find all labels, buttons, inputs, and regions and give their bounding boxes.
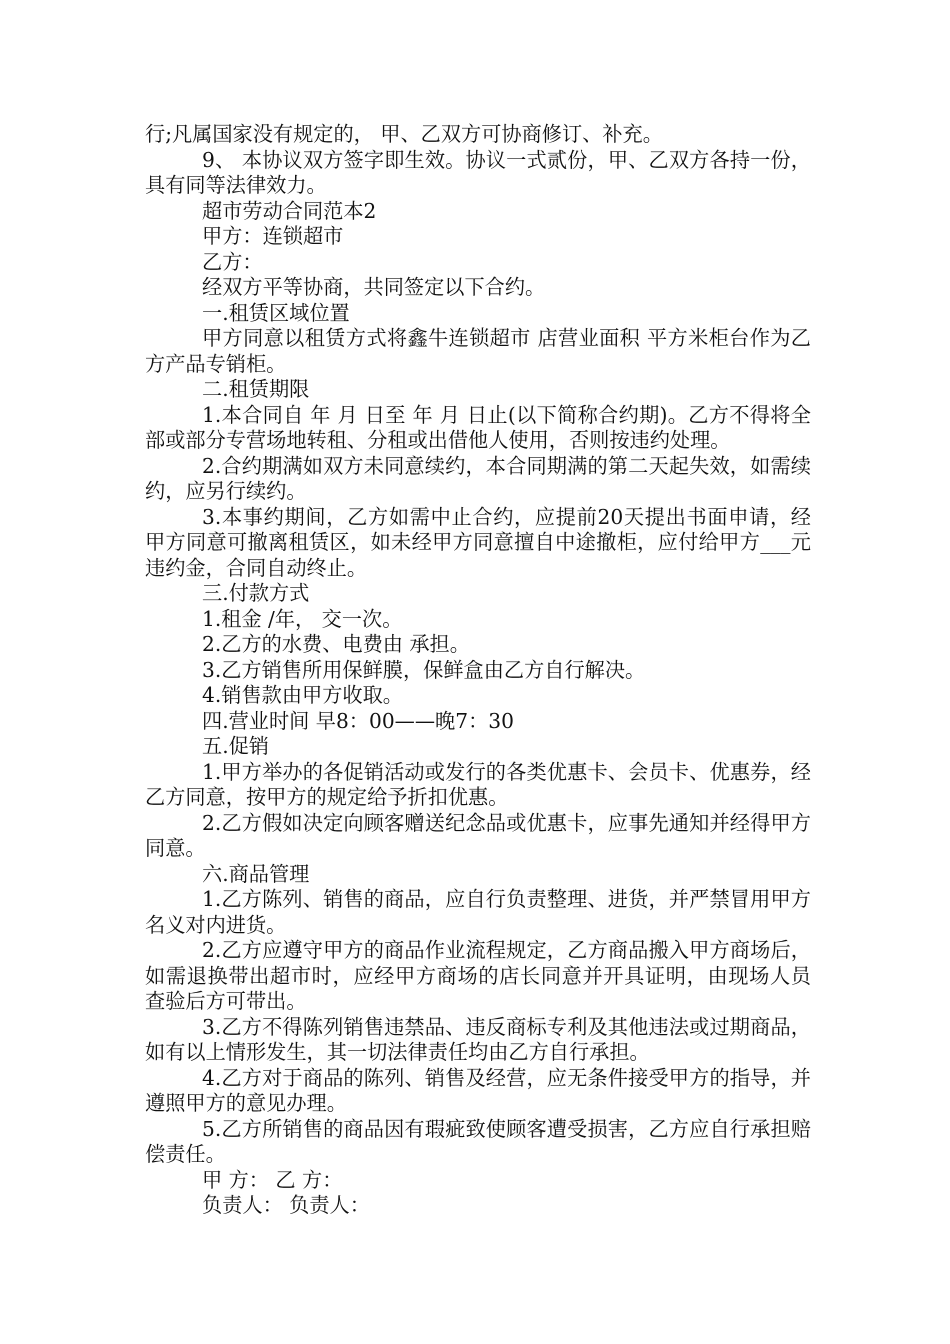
clause-goods-2: 2.乙方应遵守甲方的商品作业流程规定，乙方商品搬入甲方商场后，如需退换带出超市时，应经甲方商场的店长同意并开具证明，由现场人员查验后方可带出。 — [145, 938, 811, 1013]
clause-goods-4: 4.乙方对于商品的陈列、销售及经营，应无条件接受甲方的指导，并遵照甲方的意见办理。 — [145, 1065, 811, 1115]
party-b-line: 乙方： — [202, 249, 263, 274]
section-heading-goods: 六.商品管理 — [202, 861, 310, 886]
paragraph-intro: 经双方平等协商，共同签定以下合约。 — [202, 275, 546, 299]
paragraph-location: 甲方同意以租赁方式将鑫牛连锁超市 店营业面积 平方米柜台作为乙方产品专销柜。 — [145, 326, 811, 376]
signature-representatives: 负责人： 负责人： — [202, 1193, 370, 1217]
paragraph-effectiveness: 9、 本协议双方签字即生效。协议一式贰份，甲、乙双方各持一份，具有同等法律效力。 — [145, 147, 811, 197]
clause-payment-4: 4.销售款由甲方收取。 — [202, 683, 403, 707]
clause-term-2: 2.合约期满如双方未同意续约，本合同期满的第二天起失效，如需续约，应另行续约。 — [145, 453, 811, 503]
section-heading-payment: 三.付款方式 — [202, 581, 310, 605]
clause-payment-3: 3.乙方销售所用保鲜膜，保鲜盒由乙方自行解决。 — [202, 657, 646, 682]
clause-promotion-2: 2.乙方假如决定向顾客赠送纪念品或优惠卡，应事先通知并经得甲方同意。 — [145, 810, 811, 860]
section-heading-location: 一.租赁区域位置 — [202, 300, 350, 325]
clause-goods-3: 3.乙方不得陈列销售违禁品、违反商标专利及其他违法或过期商品，如有以上情形发生，其一切法律责任均由乙方自行承担。 — [145, 1014, 811, 1064]
section-heading-promotion: 五.促销 — [202, 734, 269, 758]
paragraph-continuation: 行;凡属国家没有规定的， 甲、乙双方可协商修订、补充。 — [145, 122, 663, 146]
party-a-line: 甲方：连锁超市 — [202, 224, 344, 248]
clause-payment-1: 1.租金 /年， 交一次。 — [202, 606, 403, 631]
section-heading-hours: 四.营业时间 早8：00——晚7：30 — [202, 708, 514, 733]
clause-term-1: 1.本合同自 年 月 日至 年 月 日止(以下简称合约期)。乙方不得将全部或部分专营场地转租、分租或出借他人使用，否则按违约处理。 — [145, 402, 811, 452]
clause-goods-5: 5.乙方所销售的商品因有瑕疵致使顾客遭受损害，乙方应自行承担赔偿责任。 — [145, 1116, 811, 1166]
clause-term-3: 3.本事约期间，乙方如需中止合约，应提前20天提出书面申请，经甲方同意可撤离租赁区，如未经甲方同意擅自中途撤柜，应付给甲方___元违约金，合同自动终止。 — [145, 504, 811, 580]
clause-payment-2: 2.乙方的水费、电费由 承担。 — [202, 632, 470, 656]
signature-parties: 甲 方： 乙 方： — [202, 1167, 343, 1192]
clause-goods-1: 1.乙方陈列、销售的商品，应自行负责整理、进货，并严禁冒用甲方名义对内进货。 — [145, 887, 811, 937]
section-heading-term: 二.租赁期限 — [202, 377, 310, 401]
document-body — [145, 122, 811, 1219]
document-title: 超市劳动合同范本2 — [202, 198, 377, 223]
clause-promotion-1: 1.甲方举办的各促销活动或发行的各类优惠卡、会员卡、优惠券，经乙方同意，按甲方的规定给予折扣优惠。 — [145, 759, 811, 809]
